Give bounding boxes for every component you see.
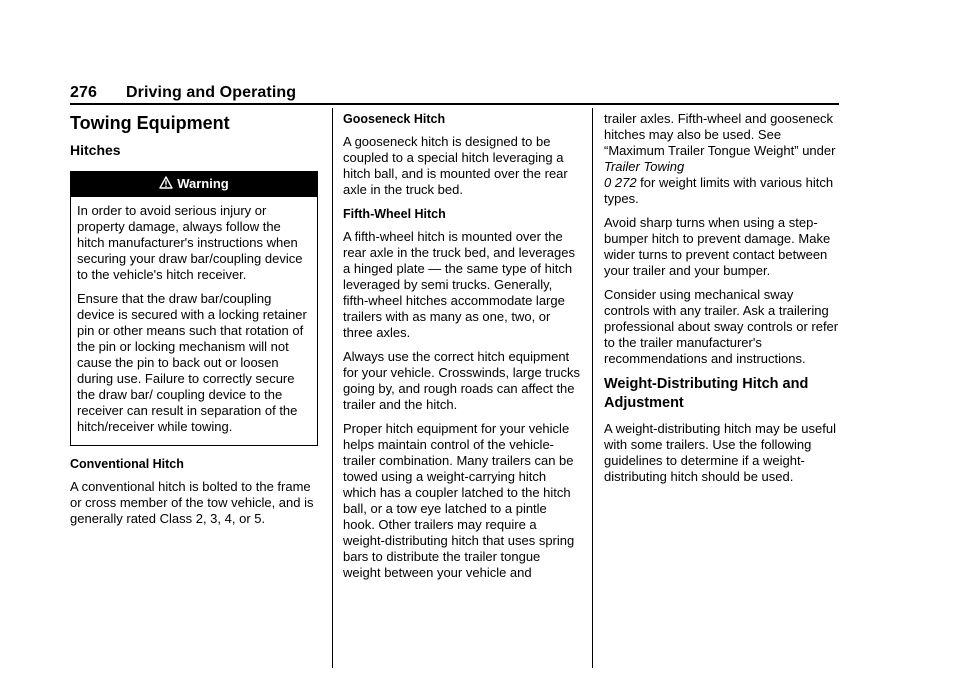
- hitch-equipment-paragraph: Always use the correct hitch equipment for your vehicle. Crosswinds, large trucks going by, and rough roads can affect the trailer and the hitch.: [343, 349, 580, 412]
- warning-header: [71, 172, 317, 197]
- sharp-turns-paragraph: Avoid sharp turns when using a step-bumper hitch to prevent damage. Make wider turns to prevent contact between your trailer and your bumper.: [604, 215, 831, 278]
- warning-box: [70, 171, 318, 446]
- section-heading-hitches: Hitches: [70, 142, 121, 158]
- trailer-axles-paragraph: [604, 111, 840, 207]
- trailer-axles-text-a: trailer axles. Fifth-wheel and gooseneck hitches may also be used. See “Maximum Trailer Tongue Weight” under: [604, 111, 836, 158]
- header-rule: [70, 103, 839, 105]
- column-2: [343, 111, 581, 589]
- conventional-hitch-heading: Conventional Hitch: [70, 456, 184, 471]
- warning-paragraph-2: Ensure that the draw bar/coupling device is secured with a locking retainer pin or other means such that rotation of the pin or locking mechanism will not cause the pin to back out or loosen during use. Failure to correctly secure the draw bar/ coupling device to the receiver can result in separation of the hitch/receiver while towing.: [77, 290, 307, 434]
- column-divider-2: [592, 108, 593, 668]
- section-title: Driving and Operating: [126, 84, 297, 101]
- conventional-hitch-text: A conventional hitch is bolted to the frame or cross member of the tow vehicle, and is generally rated Class 2, 3, 4, or 5.: [70, 478, 314, 526]
- warning-label: Warning: [177, 176, 229, 191]
- page-number: 276: [70, 84, 97, 101]
- page-ref-arrow-icon: 0: [604, 175, 612, 190]
- page-header: [70, 84, 296, 102]
- sway-controls-paragraph: Consider using mechanical sway controls with any trailer. Ask a trailering professional about sway controls or refer to the trailer manufacturer's recommendations and instructions.: [604, 287, 839, 366]
- fifth-wheel-hitch-heading: Fifth-Wheel Hitch: [343, 207, 446, 221]
- fifth-wheel-hitch-text: A fifth-wheel hitch is mounted over the rear axle in the truck bed, and leverages a hinged plate — the same type of hitch leveraged by semi trucks. Generally, fifth-wheel hitches accommodate large trailers with as many as one, two, or three axles.: [343, 229, 575, 340]
- warning-triangle-icon: [159, 176, 173, 194]
- column-1: [70, 111, 320, 535]
- page-ref-link[interactable]: 272: [614, 175, 637, 190]
- warning-body: [71, 197, 317, 445]
- trailer-axles-text-b: for weight limits with various hitch types.: [604, 175, 834, 206]
- gooseneck-hitch-text: A gooseneck hitch is designed to be coupled to a special hitch leveraging a hitch ball, and is mounted over the rear axle in the truck bed.: [343, 134, 568, 197]
- proper-hitch-paragraph: Proper hitch equipment for your vehicle helps maintain control of the vehicle-trailer combination. Many trailers can be towed using a weight-carrying hitch which has a coupler latched to the hitch ball, or a tow eye latched to a pintle hook. Other trailers may require a weight-distributing hitch that uses spring bars to distribute the trailer tongue weight between your vehicle and: [343, 421, 575, 580]
- warning-paragraph-1: In order to avoid serious injury or property damage, always follow the hitch manufacturer's instructions when securing your draw bar/coupling device to the vehicle's hitch receiver.: [77, 202, 303, 282]
- weight-distributing-text: A weight-distributing hitch may be useful with some trailers. Use the following guidelines to determine if a weight-distributing hitch should be used.: [604, 421, 836, 484]
- column-3: [604, 111, 840, 493]
- column-divider-1: [332, 108, 333, 668]
- trailer-towing-link[interactable]: Trailer Towing: [604, 159, 685, 174]
- page-title: Towing Equipment: [70, 113, 230, 133]
- gooseneck-hitch-heading: Gooseneck Hitch: [343, 112, 446, 126]
- weight-distributing-heading: Weight-Distributing Hitch and Adjustment: [604, 376, 809, 411]
